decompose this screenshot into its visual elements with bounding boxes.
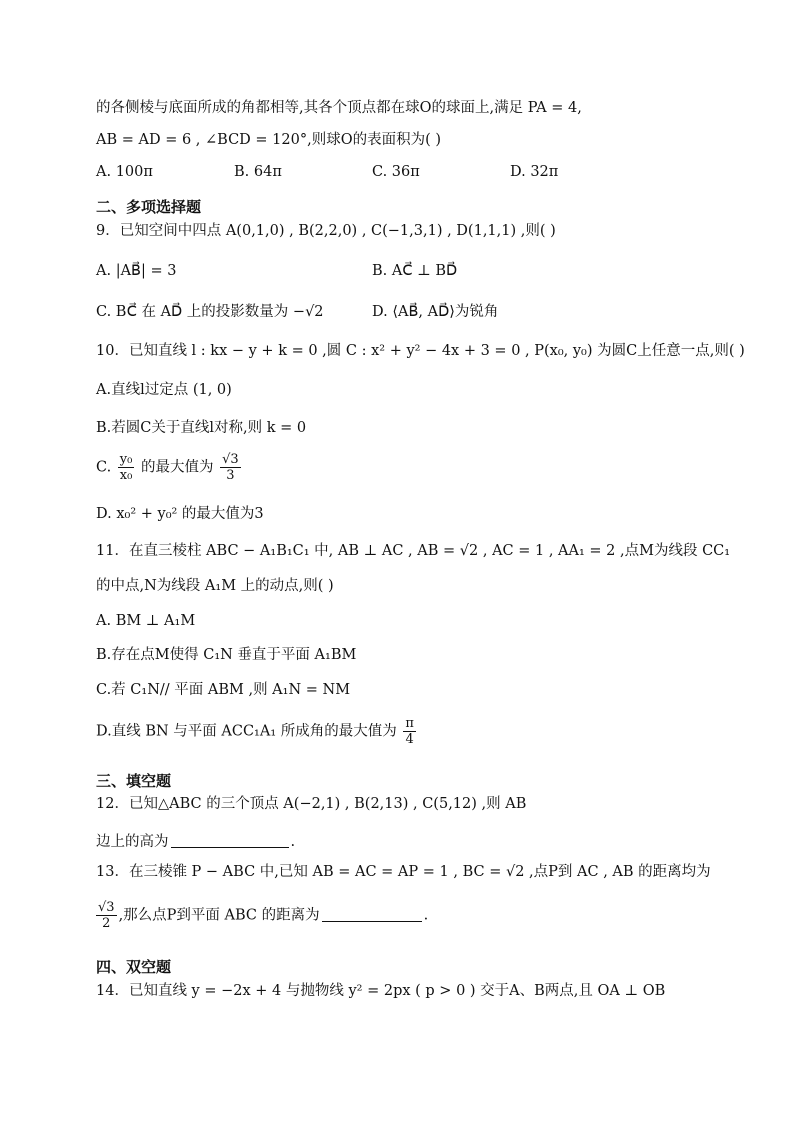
q11-option-d-text: D.直线 BN 与平面 ACC₁A₁ 所成角的最大值为 xyxy=(96,723,397,740)
q8-option-d: D. 32π xyxy=(510,164,559,180)
q11-line2: 的中点,N为线段 A₁M 上的动点,则( ) xyxy=(96,578,334,594)
q10-option-a: A.直线l过定点 (1, 0) xyxy=(96,382,232,398)
q11-option-a: A. BM ⊥ A₁M xyxy=(96,613,196,629)
q10-option-c-fraction-denominator: x₀ xyxy=(119,468,133,483)
q11-option-b: B.存在点M使得 C₁N 垂直于平面 A₁BM xyxy=(96,647,357,663)
q11-option-c: C.若 C₁N// 平面 ABM ,则 A₁N = NM xyxy=(96,682,351,698)
q8-line1: 的各侧棱与底面所成的角都相等,其各个顶点都在球O的球面上,满足 PA = 4, xyxy=(96,100,582,116)
q13-fraction-denominator: 2 xyxy=(102,916,111,931)
q10-option-c-label: C. xyxy=(96,459,112,476)
q13-line1: 13．在三棱锥 P − ABC 中,已知 AB = AC = AP = 1 , BC = √2 ,点P到 AC , AB 的距离均为 xyxy=(96,864,711,880)
q10-stem: 10．已知直线 l : kx − y + k = 0 ,圆 C : x² + y² − 4x + 3 = 0 , P(x₀, y₀) 为圆C上任意一点,则( ) xyxy=(96,343,745,359)
section-title-multiple-choice: 二、多项选择题 xyxy=(96,198,202,216)
q12-line2-text: 边上的高为 xyxy=(96,834,169,850)
q10-option-c-fraction xyxy=(118,452,135,483)
q10-option-c xyxy=(96,452,243,483)
q9-stem: 9．已知空间中四点 A(0,1,0) , B(2,2,0) , C(−1,3,1) , D(1,1,1) ,则( ) xyxy=(96,223,556,239)
q13-fraction xyxy=(96,900,117,931)
q10-option-c-fraction-numerator: y₀ xyxy=(119,452,133,467)
q10-option-c-text: 的最大值为 xyxy=(140,459,214,476)
q8-option-a: A. 100π xyxy=(96,164,153,180)
q11-option-d-numerator: π xyxy=(405,716,414,731)
q10-option-d: D. x₀² + y₀² 的最大值为3 xyxy=(96,506,264,522)
q10-option-b: B.若圆C关于直线l对称,则 k = 0 xyxy=(96,420,307,436)
q13-fraction-numerator: √3 xyxy=(98,900,115,915)
q13-line2-period: . xyxy=(423,907,429,924)
q11-option-d xyxy=(96,716,418,747)
q11-option-d-fraction xyxy=(403,716,416,747)
q8-option-c: C. 36π xyxy=(372,164,420,180)
q9-option-b: B. AC⃗ ⊥ BD⃗ xyxy=(372,263,458,279)
q13-answer-blank[interactable] xyxy=(322,907,422,922)
q12-line2-period: . xyxy=(290,834,296,850)
q8-line2: AB = AD = 6 , ∠BCD = 120°,则球O的表面积为( ) xyxy=(96,132,442,148)
q11-option-d-denominator: 4 xyxy=(405,732,414,747)
q8-option-b: B. 64π xyxy=(234,164,282,180)
q10-option-c-value-denominator: 3 xyxy=(226,468,235,483)
q12-answer-blank[interactable] xyxy=(171,833,289,848)
section-title-fill-in: 三、填空题 xyxy=(96,772,172,790)
q10-option-c-value-numerator: √3 xyxy=(222,452,239,467)
q9-option-c: C. BC⃗ 在 AD⃗ 上的投影数量为 −√2 xyxy=(96,304,324,320)
q9-option-a: A. |AB⃗| = 3 xyxy=(96,263,177,279)
q12-line2 xyxy=(96,832,295,852)
q13-line2-text: ,那么点P到平面 ABC 的距离为 xyxy=(118,907,320,924)
q9-option-d: D. ⟨AB⃗, AD⃗⟩为锐角 xyxy=(372,304,499,320)
q12-line1: 12．已知△ABC 的三个顶点 A(−2,1) , B(2,13) , C(5,12) ,则 AB xyxy=(96,796,527,812)
q10-option-c-value-fraction xyxy=(220,452,241,483)
q11-line1: 11．在直三棱柱 ABC − A₁B₁C₁ 中, AB ⊥ AC , AB = √2 , AC = 1 , AA₁ = 2 ,点M为线段 CC₁ xyxy=(96,543,731,559)
section-title-double-blank: 四、双空题 xyxy=(96,958,172,976)
q13-line2 xyxy=(96,900,428,931)
q14-line1: 14．已知直线 y = −2x + 4 与抛物线 y² = 2px ( p > 0 ) 交于A、B两点,且 OA ⊥ OB xyxy=(96,983,666,999)
